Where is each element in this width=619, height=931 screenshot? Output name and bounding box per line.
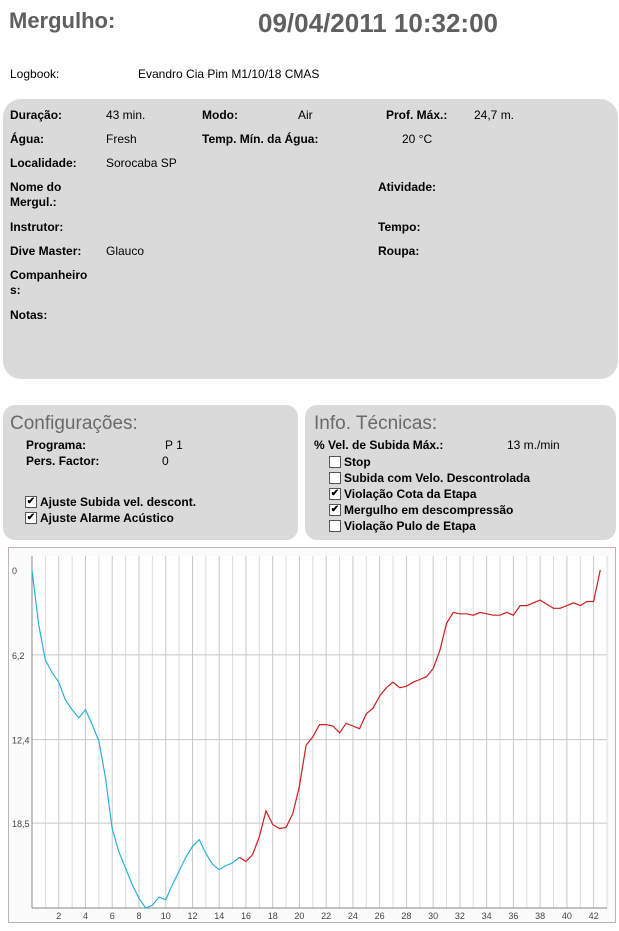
vel-subida-label: % Vel. de Subida Máx.: [314, 438, 444, 452]
dive-datetime: 09/04/2011 10:32:00 [258, 8, 498, 38]
companheiros-label: Companheiro s: [10, 268, 88, 297]
notas-label: Notas: [10, 308, 48, 322]
checkbox-box[interactable]: ✔ [26, 495, 36, 507]
x-tick-label: 32 [454, 911, 465, 921]
x-tick-label: 14 [214, 911, 225, 921]
checkbox-label: Violação Cota da Etapa [344, 486, 477, 501]
checkbox-box[interactable]: ✔ [330, 487, 340, 499]
x-tick-label: 42 [588, 911, 599, 921]
depth-chart-svg [9, 548, 615, 922]
x-tick-label: 4 [82, 911, 88, 921]
y-tick-label: 18,5 [12, 819, 30, 830]
x-tick-label: 34 [481, 911, 492, 921]
checkbox-box[interactable] [329, 456, 341, 468]
x-tick-label: 6 [109, 911, 115, 921]
checkbox-label: Ajuste Alarme Acústico [40, 510, 174, 525]
x-tick-label: 38 [535, 911, 546, 921]
tech-checkbox-3[interactable] [329, 502, 513, 517]
agua-value: Fresh [106, 132, 137, 146]
localidade-label: Localidade: [10, 156, 77, 170]
x-tick-label: 8 [136, 911, 142, 921]
checkbox-box[interactable]: ✔ [26, 511, 36, 523]
x-tick-label: 12 [187, 911, 198, 921]
checkbox-label: Stop [344, 454, 371, 469]
page-title: Mergulho: [9, 8, 116, 33]
instrutor-label: Instrutor: [10, 220, 64, 234]
y-tick-label: 0 [12, 566, 18, 576]
x-tick-label: 18 [267, 911, 278, 921]
roupa-label: Roupa: [378, 244, 420, 258]
duracao-value: 43 min. [106, 108, 146, 122]
x-tick-label: 2 [56, 911, 62, 921]
x-tick-label: 22 [321, 911, 332, 921]
duracao-label: Duração: [10, 108, 63, 122]
dive-master-value: Glauco [106, 244, 145, 258]
tech-title: Info. Técnicas: [314, 413, 438, 434]
x-tick-label: 30 [428, 911, 439, 921]
tech-checkbox-1[interactable] [329, 470, 530, 485]
x-tick-label: 28 [401, 911, 412, 921]
atividade-label: Atividade: [378, 180, 437, 194]
config-panel [3, 405, 298, 540]
config-title: Configurações: [10, 413, 138, 434]
tech-panel [305, 405, 616, 540]
x-tick-label: 40 [561, 911, 572, 921]
x-tick-label: 26 [374, 911, 385, 921]
checkbox-label: Mergulho em descompressão [344, 502, 514, 517]
modo-label: Modo: [202, 108, 238, 122]
plot-area [32, 556, 607, 908]
tempo-label: Tempo: [378, 220, 421, 234]
x-tick-label: 36 [508, 911, 519, 921]
x-tick-label: 10 [160, 911, 171, 921]
x-tick-label: 20 [294, 911, 305, 921]
logbook-label: Logbook: [10, 67, 60, 81]
tech-checkbox-4[interactable] [329, 518, 476, 533]
dive-master-label: Dive Master: [10, 244, 82, 258]
checkbox-label: Subida com Velo. Descontrolada [344, 470, 531, 485]
nome-mergulhador-label: Nome do Mergul.: [10, 180, 62, 209]
localidade-value: Sorocaba SP [106, 156, 177, 170]
checkbox-box[interactable] [329, 472, 341, 484]
config-checkbox-1[interactable] [25, 510, 174, 525]
pers-factor-label: Pers. Factor: [26, 454, 100, 468]
checkbox-box[interactable]: ✔ [330, 503, 340, 515]
modo-value: Air [298, 108, 313, 122]
prof-max-label: Prof. Máx.: [386, 108, 448, 122]
tech-checkbox-0[interactable] [329, 454, 371, 469]
config-checkbox-0[interactable] [25, 494, 196, 509]
logbook-value: Evandro Cia Pim M1/10/18 CMAS [138, 67, 320, 81]
checkbox-box[interactable] [329, 520, 341, 532]
y-tick-label: 6,2 [12, 650, 25, 661]
prof-max-value: 24,7 m. [474, 108, 515, 122]
pers-factor-value: 0 [162, 454, 169, 468]
tech-checkbox-2[interactable] [329, 486, 477, 501]
checkbox-label: Ajuste Subida vel. descont. [40, 494, 197, 509]
y-tick-label: 12,4 [12, 735, 30, 746]
checkbox-label: Violação Pulo de Etapa [344, 518, 476, 533]
temp-min-label: Temp. Mín. da Água: [202, 132, 319, 146]
x-tick-label: 24 [347, 911, 358, 921]
dive-details-panel [3, 99, 618, 379]
agua-label: Água: [10, 132, 44, 146]
programa-label: Programa: [26, 438, 87, 452]
programa-value: P 1 [165, 438, 183, 452]
temp-min-value: 20 °C [402, 132, 433, 146]
vel-subida-value: 13 m./min [507, 438, 560, 452]
depth-profile-chart [8, 547, 616, 923]
x-tick-label: 16 [240, 911, 251, 921]
